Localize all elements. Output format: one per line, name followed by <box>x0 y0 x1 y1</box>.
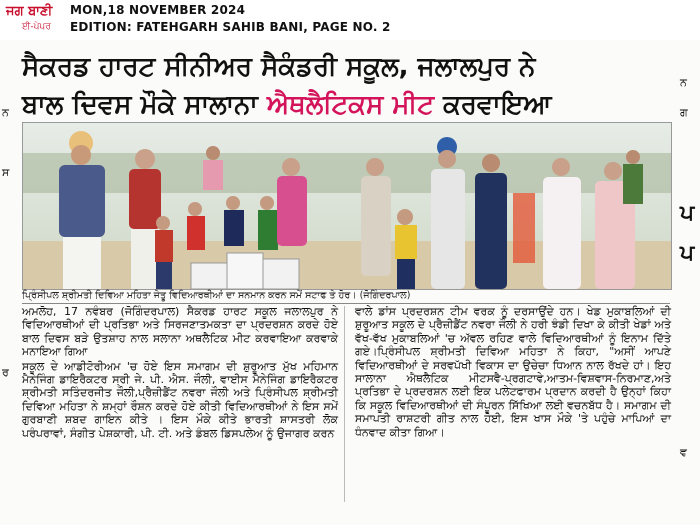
right-adjacent-column: ਨ ਗ ਪ ਪ ਵ <box>680 76 695 459</box>
edition-info: EDITION: FATEHGARH SAHIB BANI, PAGE NO. 2 <box>70 20 391 34</box>
article-photo[interactable] <box>22 122 672 290</box>
newspaper-logo[interactable] <box>6 4 62 36</box>
logo-subtext: ਈ-ਪੇਪਰ <box>22 22 51 32</box>
headline-line-1: ਸੈਕਰਡ ਹਾਰਟ ਸੀਨੀਅਰ ਸੈਕੰਡਰੀ ਸਕੂਲ, ਜਲਾਲਪੁਰ ਨੇ <box>22 52 536 82</box>
masthead <box>0 0 700 42</box>
headline-line-2 <box>22 90 670 120</box>
headline-line-2-end: ਕਰਵਾਇਆ <box>434 90 552 120</box>
logo-text: ਜਗ ਬਾਣੀ <box>6 4 53 19</box>
headline-accent: ਐਥਲੈਟਿਕਸ ਮੀਟ <box>266 90 435 120</box>
photo-illustration <box>23 123 671 289</box>
article-column-1 <box>22 305 338 441</box>
article-column-2 <box>355 305 671 440</box>
article-paragraph: ਅਮਲੋਹ, 17 ਨਵੰਬਰ (ਜੋਗਿੰਦਰਪਾਲ) ਸੈਕਰਡ ਹਾਰਟ ਸਕੂਲ ਜਲਾਲਪੁਰ ਨੇ ਵਿਦਿਆਰਥੀਆਂ ਦੀ ਪ੍ਰਤਿਭਾ ਅਤੇ ਸਿਰਜਣਾਤਮਕਤਾ ਦਾ ਪ੍ਰਦਰਸ਼ਨ ਕਰਦੇ ਹੋਏ ਬਾਲ ਦਿਵਸ ਬੜੇ ਉਤਸ਼ਾਹ ਨਾਲ ਸਲਾਨਾ ਅਥਲੈਟਿਕ ਮੀਟ ਕਰਵਾਇਆ ਕਰਵਾਕੇ ਮਨਾਇਆ ਗਿਆ <box>22 305 338 359</box>
left-adjacent-column: ਨ ਸ ਰ <box>2 106 10 379</box>
headline-line-2-start: ਬਾਲ ਦਿਵਸ ਮੌਕੇ ਸਾਲਾਨਾ <box>22 90 267 120</box>
article-paragraph: ਵਾਲੇ ਡਾਂਸ ਪ੍ਰਦਰਸ਼ਨ ਟੀਮ ਵਰਕ ਨੂੰ ਦਰਸਾਉਂਦੇ ਹਨ। ਖੇਡ ਮੁਕਾਬਲਿਆਂ ਦੀ ਸ਼ੁਰੂਆਤ ਸਕੂਲ ਦੇ ਪ੍ਰੈਜ਼ੀਡੈਂਟ ਨਵਰਾ ਜੌਲੀ ਨੇ ਹਰੀ ਝੰਡੀ ਦਿਖਾ ਕੇ ਕੀਤੀ ਖੇਡਾਂ ਅਤੇ ਵੱਖ-ਵੱਖ ਮੁਕਾਬਲਿਆਂ 'ਚ ਅੱਵਲ ਰਹਿਣ ਵਾਲੇ ਵਿਦਿਆਰਥੀਆਂ ਨੂੰ ਇਨਾਮ ਦਿੱਤੇ ਗਏ।ਪ੍ਰਿੰਸੀਪਲ ਸ਼੍ਰੀਮਤੀ ਦਿਵਿਆ ਮਹਿਤਾ ਨੇ ਕਿਹਾ, "ਅਸੀਂ ਆਪਣੇ ਵਿਦਿਆਰਥੀਆਂ ਦੇ ਸਰਵਪੱਖੀ ਵਿਕਾਸ ਦਾ ਉਚੇਚਾ ਧਿਆਨ ਨਾਲ ਰੱਖਦੇ ਹਾਂ। ਇਹ ਸਾਲਾਨਾ ਐਥਲੈਟਿਕ ਮੀਟਸਵੈ-ਪ੍ਰਗਟਾਵੇ,ਆਤਮ-ਵਿਸ਼ਵਾਸ-ਨਿਰਮਾਣ,ਅਤੇ ਪ੍ਰਤਿਭਾ ਦੇ ਪ੍ਰਦਰਸ਼ਨ ਲਈ ਇਕ ਪਲੇਟਫਾਰਮ ਪ੍ਰਦਾਨ ਕਰਦੀ ਹੈ ਉਨ੍ਹਾਂ ਕਿਹਾ ਕਿ ਸਕੂਲ ਵਿਦਿਆਰਥੀਆਂ ਦੀ ਸੰਪੂਰਨ ਸਿੱਖਿਆ ਲਈ ਵਚਨਬੱਧ ਹੈ। ਸਮਾਗਮ ਦੀ ਸਮਾਪਤੀ ਰਾਸ਼ਟਰੀ ਗੀਤ ਨਾਲ ਹੋਈ, ਇਸ ਖਾਸ ਮੌਕੇ 'ਤੇ ਪਹੁੰਚੇ ਮਾਪਿਆਂ ਦਾ ਧੰਨਵਾਦ ਕੀਤਾ ਗਿਆ। <box>355 305 671 439</box>
photo-caption: ਪ੍ਰਿੰਸੀਪਲ ਸ਼੍ਰੀਮਤੀ ਦਿਵਿਆ ਮਹਿਤਾ ਜੇਤੂ ਵਿਦਿਆਰਥੀਆਂ ਦਾ ਸਨਮਾਨ ਕਰਨ ਸਮੇਂ ਸਟਾਫ ਤੇ ਹੋਰ। (ਜੋਗਿੰਦਰਪਾਲ) <box>22 290 670 304</box>
article-paragraph: ਸਕੂਲ ਦੇ ਆਡੀਟੋਰੀਅਮ 'ਚ ਹੋਏ ਇਸ ਸਮਾਗਮ ਦੀ ਸ਼ੁਰੂਆਤ ਮੁੱਖ ਮਹਿਮਾਨ ਮੈਨੇਜਿੰਗ ਡਾਇਰੈਕਟਰ ਸ੍ਰੀ ਜੇ. ਪੀ. ਐਸ. ਜੌਲੀ, ਵਾਈਸ ਮੈਨੇਜਿੰਗ ਡਾਇਰੈਕਟਰ ਸ਼੍ਰੀਮਤੀ ਸਤਿੰਦਰਜੀਤ ਜੌਲੀ,ਪ੍ਰੈਜ਼ੀਡੈਂਟ ਨਵਰਾ ਜੌਲੀ ਅਤੇ ਪ੍ਰਿੰਸੀਪਲ ਸ਼੍ਰੀਮਤੀ ਦਿਵਿਆ ਮਹਿਤਾ ਨੇ ਸ਼ਮ੍ਹਾਂ ਰੌਸ਼ਨ ਕਰਦੇ ਹੋਏ ਕੀਤੀ ਵਿਦਿਆਰਥੀਆਂ ਨੇ ਇਸ ਸਮੇਂ ਗੁਰਬਾਣੀ ਸ਼ਬਦ ਗਾਇਨ ਕੀਤੇ । ਇਸ ਮੌਕੇ ਕੀਤੇ ਭਾਰਤੀ ਸ਼ਾਸਤਰੀ ਲੋਕ ਪਰੰਪਰਾਵਾਂ, ਸੰਗੀਤ ਪੇਸ਼ਕਾਰੀ, ਪੀ. ਟੀ. ਅਤੇ ਡੰਬਲ ਡਿਸਪਲੇਅ ਨੂੰ ਉਜਾਗਰ ਕਰਨ <box>22 359 338 440</box>
issue-date: MON,18 NOVEMBER 2024 <box>70 3 246 17</box>
column-divider <box>344 306 345 502</box>
